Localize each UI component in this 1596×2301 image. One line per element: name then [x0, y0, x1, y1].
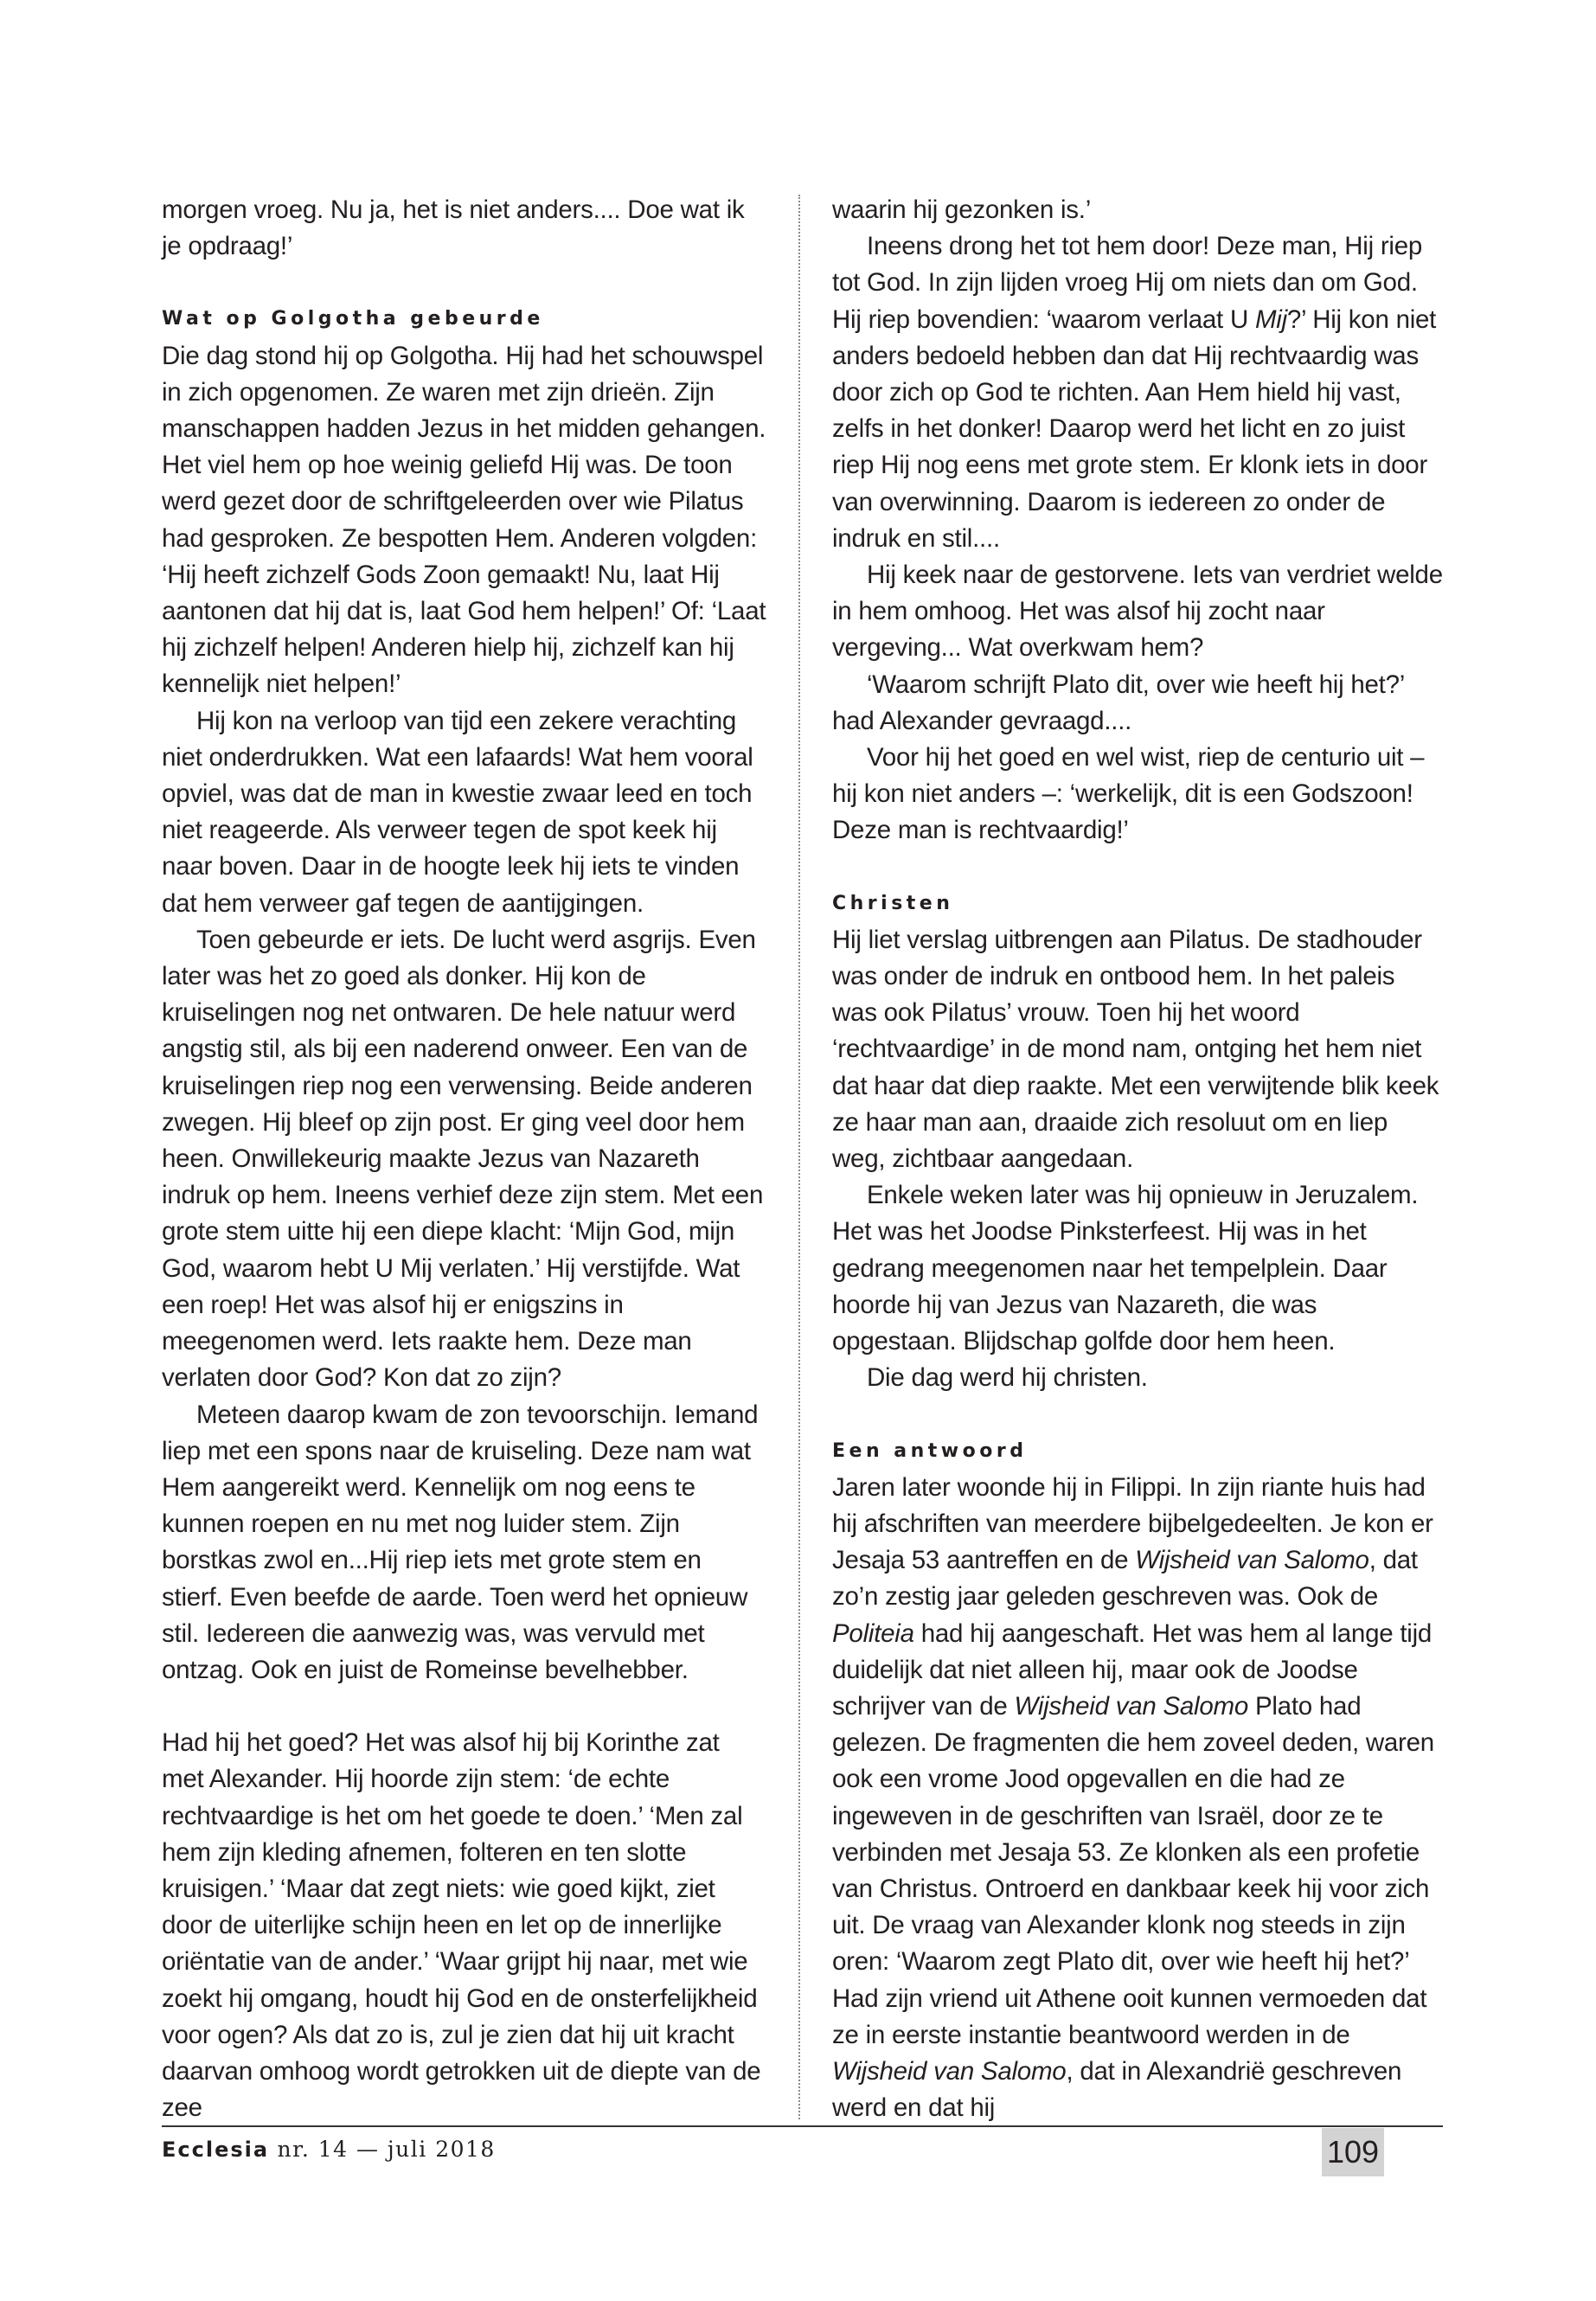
paragraph: Voor hij het goed en wel wist, riep de centurio uit – hij kon niet anders –: ‘werkelijk, dit is een Godszoon! Deze man is rechtvaardig!’: [832, 743, 1425, 845]
left-column: [162, 192, 767, 2126]
text-run: ?’ Hij kon niet anders bedoeld hebben dan dat Hij rechtvaardig was door zich op God te richten. Aan Hem hield hij vast, zelfs in het donker! Daarop werd het licht en zo juist riep Hij nog eens met grote stem. Er klonk iets in door van overwinning. Daarom is iedereen zo onder de indruk en stil....: [832, 304, 1437, 553]
paragraph: Hij keek naar de gestorvene. Iets van verdriet welde in hem omhoog. Het was alsof hij zocht naar vergeving... Wat overkwam hem?: [832, 561, 1443, 663]
paragraph: Hij liet verslag uitbrengen aan Pilatus. De stadhouder was onder de indruk en ontbood hem. In het paleis was ook Pilatus’ vrouw. Toen hij het woord ‘rechtvaardige’ in de mond nam, ontging het hem niet dat haar dat diep raakte. Met een verwijtende blik keek ze haar man aan, draaide zich resoluut om en liep weg, zichtbaar aangedaan.: [832, 925, 1439, 1174]
paragraph: Toen gebeurde er iets. De lucht werd asgrijs. Even later was het zo goed als donker. Hij kon de kruiselingen nog net ontwaren. De hele natuur werd angstig stil, als bij een naderend onweer. Een van de kruiselingen riep nog een verwensing. Beide anderen zwegen. Hij bleef op zijn post. Er ging veel door hem heen. Onwillekeurig maakte Jezus van Nazareth indruk op hem. Ineens verhief deze zijn stem. Met een grote stem uitte hij een diepe klacht: ‘Mijn God, mijn God, waarom hebt U Mij verlaten.’ Hij verstijfde. Wat een roep! Het was alsof hij er enigszins in meegenomen werd. Iets raakte hem. Deze man verlaten door God? Kon dat zo zijn?: [162, 925, 764, 1393]
emphasis: Wijsheid van Salomo: [1135, 1546, 1369, 1575]
footer-rule: [162, 2125, 1443, 2127]
footer-issue: nr. 14 — juli 2018: [269, 2137, 496, 2162]
text-run: Plato had gelezen. De fragmenten die hem zoveel deden, waren ook een vrome Jood opgevallen en die had ze ingeweven in de geschriften van Israël, door ze te verbinden met Jesaja 53. Ze klonken als een profetie van Christus. Ontroerd en dankbaar keek hij voor zich uit. De vraag van Alexander klonk nog steeds in zijn oren: ‘Waarom zegt Plato dit, over wie heeft hij het?’ Had zijn vriend uit Athene ooit kunnen vermoeden dat ze in eerste instantie beantwoord werden in de: [832, 1691, 1434, 2049]
section-heading-christen: Christen: [832, 892, 954, 914]
section-heading-golgotha: Wat op Golgotha gebeurde: [162, 308, 544, 330]
paragraph: Enkele weken later was hij opnieuw in Jeruzalem. Het was het Joodse Pinksterfeest. Hij was in het gedrang meegenomen naar het tempelplein. Daar hoorde hij van Jezus van Nazareth, die was opgestaan. Blijdschap golfde door hem heen.: [832, 1181, 1419, 1356]
paragraph: Had hij het goed? Het was alsof hij bij Korinthe zat met Alexander. Hij hoorde zijn stem: ‘de echte rechtvaardige is het om het goede te doen.’ ‘Men zal hem zijn kleding afnemen, folteren en ten slotte kruisigen.’ ‘Maar dat zegt niets: wie goed kijkt, ziet door de uiterlijke schijn heen en let op de innerlijke oriëntatie van de ander.’ ‘Waar grijpt hij naar, met wie zoekt hij omgang, houdt hij God en de onsterfelijkheid voor ogen? Als dat zo is, zul je zien dat hij uit kracht daarvan omhoog wordt getrokken uit de diepte van de zee: [162, 1728, 761, 2123]
emphasis: Mij: [1254, 304, 1287, 334]
paragraph-continued: waarin hij gezonken is.’: [832, 195, 1091, 224]
footer-publication: [162, 2137, 496, 2162]
text-run: , dat zo’n zestig jaar geleden geschreven was. Ook de: [832, 1546, 1418, 1612]
text-run: had hij aangeschaft. Het was hem al lange tijd duidelijk dat niet alleen hij, maar ook de Joodse schrijver van de: [832, 1618, 1433, 1721]
paragraph-intro: morgen vroeg. Nu ja, het is niet anders.... Doe wat ik je opdraag!’: [162, 195, 745, 261]
footer-brand: Ecclesia: [162, 2138, 270, 2162]
right-column: [832, 192, 1444, 2126]
paragraph: Meteen daarop kwam de zon tevoorschijn. Iemand liep met een spons naar de kruiseling. Deze nam wat Hem aangereikt werd. Kennelijk om nog eens te kunnen roepen en nu met nog luider stem. Zijn borstkas zwol en...Hij riep iets met grote stem en stierf. Even beefde de aarde. Toen werd het opnieuw stil. Iedereen die aanwezig was, was vervuld met ontzag. Ook en juist de Romeinse bevelhebber.: [162, 1400, 759, 1684]
paragraph: ‘Waarom schrijft Plato dit, over wie heeft hij het?’ had Alexander gevraagd....: [832, 670, 1404, 735]
paragraph: [832, 1470, 1444, 2127]
paragraph: Hij kon na verloop van tijd een zekere verachting niet onderdrukken. Wat een lafaards! Wat hem vooral opviel, was dat de man in kwestie zwaar leed en toch niet reageerde. Als verweer tegen de spot keek hij naar boven. Daar in de hoogte leek hij iets te vinden dat hem verweer gaf tegen de aantijgingen.: [162, 706, 753, 918]
emphasis: Politeia: [832, 1618, 914, 1648]
column-divider: [798, 195, 800, 2119]
text-run: Ineens drong het tot hem door! Deze man, Hij riep tot God. In zijn lijden vroeg Hij om niets dan om God. Hij riep bovendien: ‘waarom verlaat U: [832, 232, 1423, 334]
paragraph: Die dag stond hij op Golgotha. Hij had het schouwspel in zich opgenomen. Ze waren met zijn drieën. Zijn manschappen hadden Jezus in het midden gehangen. Het viel hem op hoe weinig geliefd Hij was. De toon werd gezet door de schriftgeleerden over wie Pilatus had gesproken. Ze bespotten Hem. Anderen volgden: ‘Hij heeft zichzelf Gods Zoon gemaakt! Nu, laat Hij aantonen dat hij dat is, laat God hem helpen!’ Of: ‘Laat hij zichzelf helpen! Anderen hielp hij, zichzelf kan hij kennelijk niet helpen!’: [162, 341, 766, 699]
paragraph: [832, 228, 1444, 557]
text-run: Jaren later woonde hij in Filippi. In zijn riante huis had hij afschriften van meerdere bijbelgedeelten. Je kon er Jesaja 53 aantreffen en de: [832, 1472, 1433, 1575]
section-heading-antwoord: Een antwoord: [832, 1439, 1028, 1462]
paragraph: Die dag werd hij christen.: [867, 1363, 1148, 1393]
page-number: 109: [1322, 2128, 1384, 2176]
emphasis: Wijsheid van Salomo: [832, 2056, 1067, 2086]
emphasis: Wijsheid van Salomo: [1014, 1691, 1248, 1721]
text-run: , dat in Alexandrië geschreven werd en dat hij: [832, 2056, 1402, 2123]
